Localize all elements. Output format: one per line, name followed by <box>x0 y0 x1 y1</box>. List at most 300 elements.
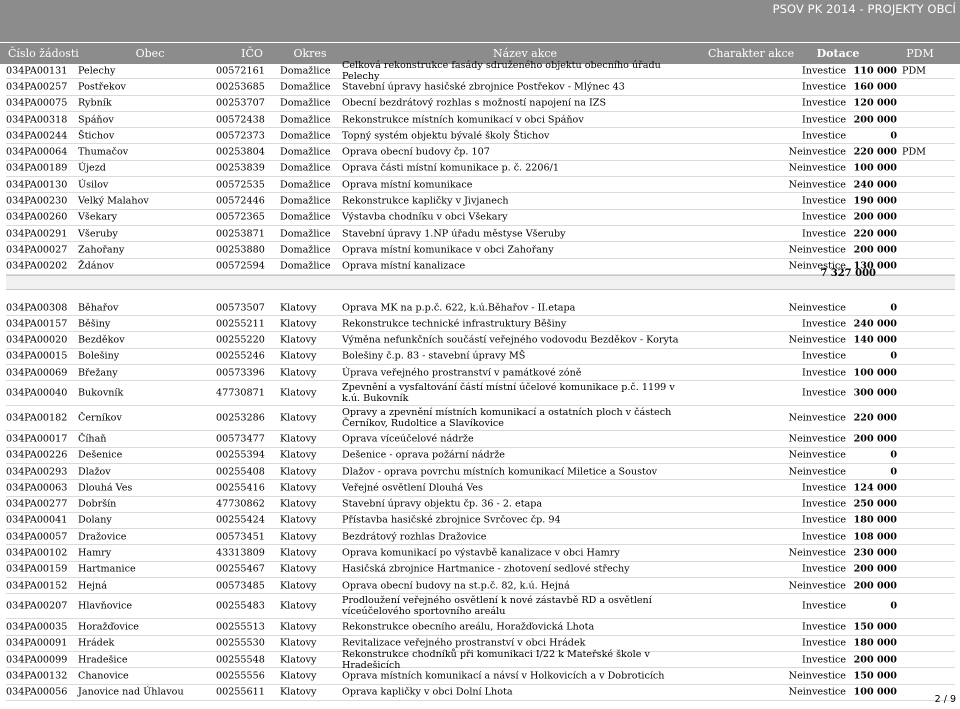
cell-charakter: Investice <box>802 114 846 126</box>
cell-dotace: 200 000 <box>853 563 897 575</box>
cell-okres: Domažlice <box>280 179 331 191</box>
cell-cislo: 034PA00226 <box>6 449 68 461</box>
table-row <box>6 177 955 193</box>
cell-cislo: 034PA00017 <box>6 433 68 445</box>
cell-ico: 00572373 <box>216 130 265 142</box>
table-row <box>6 381 955 406</box>
cell-obec: Postřekov <box>78 81 126 93</box>
cell-cislo: 034PA00182 <box>6 412 68 424</box>
table-row <box>6 59 955 82</box>
cell-charakter: Investice <box>802 514 846 526</box>
cell-obec: Dlažov <box>78 466 111 478</box>
cell-ico: 00572365 <box>216 211 265 223</box>
cell-cislo: 034PA00318 <box>6 114 68 126</box>
cell-obec: Dolany <box>78 514 112 526</box>
cell-cislo: 034PA00091 <box>6 637 68 649</box>
page-number: 2 / 9 <box>934 694 956 705</box>
cell-ico: 00255467 <box>216 563 265 575</box>
cell-ico: 00255556 <box>216 670 265 682</box>
document-title: PSOV PK 2014 - PROJEKTY OBCÍ <box>772 2 956 16</box>
cell-obec: Dobršín <box>78 498 117 510</box>
cell-akce: Dlažov - oprava povrchu místních komunikací Miletice a Soustov <box>342 466 658 478</box>
cell-akce: Rekonstrukce kapličky v Jivjanech <box>342 195 509 207</box>
table-row <box>6 193 955 209</box>
cell-dotace: 0 <box>890 350 897 362</box>
cell-akce: Opravy a zpevnění místních komunikací a ostatních ploch v částech Černíkov, Rudoltice a Slavíkovice <box>342 407 672 430</box>
cell-okres: Klatovy <box>280 531 317 543</box>
cell-obec: Číhaň <box>78 433 107 445</box>
cell-cislo: 034PA00291 <box>6 228 68 240</box>
cell-ico: 00253804 <box>216 146 265 158</box>
cell-akce: Dešenice - oprava požární nádrže <box>342 449 505 461</box>
table-body <box>6 59 955 701</box>
cell-okres: Klatovy <box>280 547 317 559</box>
cell-okres: Domažlice <box>280 228 331 240</box>
cell-akce: Oprava komunikací po výstavbě kanalizace v obci Hamry <box>342 547 620 559</box>
col-header-charakter: Charakter akce <box>708 47 795 60</box>
cell-dotace: 100 000 <box>853 686 897 698</box>
cell-cislo: 034PA00056 <box>6 686 68 698</box>
table-row <box>6 112 955 128</box>
cell-dotace: 200 000 <box>853 211 897 223</box>
cell-akce: Oprava místních komunikací a návsí v Holkovicích a v Dobroticích <box>342 670 665 682</box>
cell-obec: Pelechy <box>78 65 116 77</box>
cell-okres: Klatovy <box>280 318 317 330</box>
cell-cislo: 034PA00260 <box>6 211 68 223</box>
cell-dotace: 160 000 <box>853 81 897 93</box>
cell-dotace: 300 000 <box>853 387 897 399</box>
cell-okres: Klatovy <box>280 334 317 346</box>
cell-dotace: 220 000 <box>853 228 897 240</box>
cell-obec: Ždánov <box>78 260 114 272</box>
cell-charakter: Investice <box>802 97 846 109</box>
cell-charakter: Investice <box>802 195 846 207</box>
cell-ico: 00573451 <box>216 531 265 543</box>
cell-akce: Přístavba hasičské zbrojnice Svrčovec čp. 94 <box>342 514 561 526</box>
cell-akce: Rekonstrukce technické infrastruktury Běšiny <box>342 318 567 330</box>
cell-cislo: 034PA00040 <box>6 387 68 399</box>
cell-obec: Chanovice <box>78 670 129 682</box>
cell-cislo: 034PA00131 <box>6 65 68 77</box>
cell-cislo: 034PA00189 <box>6 162 68 174</box>
cell-okres: Klatovy <box>280 580 317 592</box>
cell-akce: Rekonstrukce chodníků při komunikaci I/22 k Mateřské škole v Hradešicích <box>342 648 650 671</box>
cell-akce: Oprava víceúčelové nádrže <box>342 433 474 445</box>
cell-obec: Rybník <box>78 97 112 109</box>
cell-okres: Klatovy <box>280 466 317 478</box>
cell-ico: 00253685 <box>216 81 265 93</box>
cell-ico: 00572438 <box>216 114 265 126</box>
cell-akce: Oprava obecní budovy čp. 107 <box>342 146 490 158</box>
cell-okres: Klatovy <box>280 482 317 494</box>
cell-ico: 00255394 <box>216 449 265 461</box>
cell-okres: Klatovy <box>280 637 317 649</box>
cell-dotace: 220 000 <box>853 146 897 158</box>
table-row <box>6 316 955 332</box>
cell-dotace: 0 <box>890 466 897 478</box>
table-row <box>6 497 955 513</box>
cell-cislo: 034PA00057 <box>6 531 68 543</box>
table-row <box>6 365 955 381</box>
cell-akce: Revitalizace veřejného prostranství v obci Hrádek <box>342 637 586 649</box>
cell-akce: Veřejné osvětlení Dlouhá Ves <box>342 482 483 494</box>
cell-obec: Hejná <box>78 580 107 592</box>
cell-okres: Domažlice <box>280 244 331 256</box>
cell-cislo: 034PA00277 <box>6 498 68 510</box>
cell-ico: 47730862 <box>216 498 265 510</box>
cell-ico: 00573477 <box>216 433 265 445</box>
cell-cislo: 034PA00015 <box>6 350 68 362</box>
cell-akce: Úprava veřejného prostranství v památkové zóně <box>342 367 582 379</box>
cell-dotace: 100 000 <box>853 162 897 174</box>
cell-okres: Domažlice <box>280 97 331 109</box>
cell-charakter: Neinvestice <box>788 547 846 559</box>
cell-charakter: Investice <box>802 531 846 543</box>
cell-akce: Oprava místní komunikace v obci Zahořany <box>342 244 554 256</box>
cell-okres: Klatovy <box>280 621 317 633</box>
cell-okres: Klatovy <box>280 412 317 424</box>
cell-obec: Běšiny <box>78 318 111 330</box>
cell-okres: Domažlice <box>280 81 331 93</box>
cell-akce: Rekonstrukce místních komunikací v obci Spáňov <box>342 114 584 126</box>
cell-pdm: PDM <box>902 146 926 158</box>
cell-obec: Bolešiny <box>78 350 120 362</box>
cell-ico: 00255483 <box>216 600 265 612</box>
cell-charakter: Neinvestice <box>788 580 846 592</box>
table-row <box>6 242 955 258</box>
cell-akce: Topný systém objektu bývalé školy Štichov <box>342 130 550 142</box>
table-row <box>6 144 955 160</box>
col-header-pdm: PDM <box>906 47 934 60</box>
cell-charakter: Neinvestice <box>788 686 846 698</box>
cell-ico: 00253286 <box>216 412 265 424</box>
cell-obec: Thumačov <box>78 146 129 158</box>
cell-dotace: 200 000 <box>853 114 897 126</box>
table-row <box>6 300 955 316</box>
cell-dotace: 0 <box>890 449 897 461</box>
cell-charakter: Investice <box>802 654 846 666</box>
cell-obec: Hradešice <box>78 654 128 666</box>
cell-cislo: 034PA00202 <box>6 260 68 272</box>
cell-obec: Janovice nad Úhlavou <box>78 686 184 698</box>
cell-okres: Domažlice <box>280 211 331 223</box>
cell-okres: Klatovy <box>280 498 317 510</box>
cell-okres: Klatovy <box>280 367 317 379</box>
table-row <box>6 79 955 95</box>
col-header-okres: Okres <box>293 47 327 60</box>
cell-okres: Domažlice <box>280 146 331 158</box>
cell-dotace: 250 000 <box>853 498 897 510</box>
cell-ico: 47730871 <box>216 387 265 399</box>
cell-charakter: Neinvestice <box>788 179 846 191</box>
cell-charakter: Neinvestice <box>788 162 846 174</box>
cell-ico: 00253707 <box>216 97 265 109</box>
cell-cislo: 034PA00230 <box>6 195 68 207</box>
cell-dotace: 140 000 <box>853 334 897 346</box>
table-row <box>6 594 955 619</box>
cell-charakter: Investice <box>802 600 846 612</box>
table-row <box>6 648 955 671</box>
cell-okres: Klatovy <box>280 514 317 526</box>
cell-okres: Klatovy <box>280 350 317 362</box>
cell-akce: Výstavba chodníku v obci Všekary <box>342 211 508 223</box>
table-row <box>6 96 955 112</box>
table-row <box>6 128 955 144</box>
cell-ico: 00255416 <box>216 482 265 494</box>
col-header-ico: IČO <box>241 47 263 60</box>
cell-obec: Hartmanice <box>78 563 136 575</box>
cell-charakter: Neinvestice <box>788 449 846 461</box>
cell-ico: 00255513 <box>216 621 265 633</box>
cell-obec: Bukovník <box>78 387 124 399</box>
cell-dotace: 110 000 <box>853 65 897 77</box>
cell-obec: Úsilov <box>78 179 109 191</box>
cell-cislo: 034PA00159 <box>6 563 68 575</box>
cell-dotace: 108 000 <box>853 531 897 543</box>
cell-pdm: PDM <box>902 65 926 77</box>
cell-obec: Hamry <box>78 547 112 559</box>
cell-okres: Klatovy <box>280 670 317 682</box>
cell-dotace: 230 000 <box>853 547 897 559</box>
cell-charakter: Investice <box>802 211 846 223</box>
cell-obec: Štichov <box>78 130 115 142</box>
cell-ico: 00253871 <box>216 228 265 240</box>
cell-okres: Klatovy <box>280 433 317 445</box>
cell-dotace: 240 000 <box>853 318 897 330</box>
cell-akce: Oprava MK na p.p.č. 622, k.ú.Běhařov - II.etapa <box>342 302 576 313</box>
cell-dotace: 180 000 <box>853 514 897 526</box>
table-separator <box>6 275 955 290</box>
cell-okres: Klatovy <box>280 387 317 399</box>
cell-charakter: Neinvestice <box>788 302 846 313</box>
cell-akce: Stavební úpravy 1.NP úřadu městyse Všeruby <box>342 228 566 240</box>
cell-cislo: 034PA00102 <box>6 547 68 559</box>
cell-charakter: Investice <box>802 318 846 330</box>
table-row <box>6 513 955 529</box>
table-row <box>6 685 955 701</box>
cell-obec: Břežany <box>78 367 118 379</box>
cell-dotace: 200 000 <box>853 654 897 666</box>
cell-obec: Černíkov <box>78 412 122 424</box>
cell-charakter: Neinvestice <box>788 466 846 478</box>
cell-akce: Bezdrátový rozhlas Dražovice <box>342 531 487 543</box>
cell-charakter: Neinvestice <box>788 433 846 445</box>
cell-akce: Stavební úpravy objektu čp. 36 - 2. etapa <box>342 498 543 510</box>
cell-okres: Domažlice <box>280 65 331 77</box>
cell-obec: Dlouhá Ves <box>78 482 133 494</box>
table-row <box>6 431 955 447</box>
cell-cislo: 034PA00020 <box>6 334 68 346</box>
title-bar <box>0 0 960 42</box>
total-sum: 7 327 000 <box>820 268 876 279</box>
cell-charakter: Investice <box>802 482 846 494</box>
cell-cislo: 034PA00041 <box>6 514 68 526</box>
cell-dotace: 200 000 <box>853 244 897 256</box>
cell-akce: Celková rekonstrukce fasády sdruženého objektu obecního úřadu Pelechy <box>342 59 661 82</box>
table-row <box>6 406 955 431</box>
cell-charakter: Neinvestice <box>788 412 846 424</box>
cell-akce: Oprava obecní budovy na st.p.č. 82, k.ú. Hejná <box>342 580 570 592</box>
cell-ico: 00573507 <box>216 302 265 313</box>
cell-charakter: Neinvestice <box>788 334 846 346</box>
cell-okres: Domažlice <box>280 195 331 207</box>
cell-akce: Stavební úpravy hasičské zbrojnice Postřekov - Mlýnec 43 <box>342 81 625 93</box>
cell-akce: Oprava části místní komunikace p. č. 2206/1 <box>342 162 559 174</box>
cell-okres: Domažlice <box>280 162 331 174</box>
cell-okres: Klatovy <box>280 686 317 698</box>
cell-charakter: Neinvestice <box>788 146 846 158</box>
cell-okres: Domažlice <box>280 130 331 142</box>
cell-obec: Horažďovice <box>78 621 139 633</box>
cell-dotace: 180 000 <box>853 637 897 649</box>
cell-ico: 00253880 <box>216 244 265 256</box>
cell-dotace: 150 000 <box>853 621 897 633</box>
cell-cislo: 034PA00035 <box>6 621 68 633</box>
cell-obec: Dražovice <box>78 531 127 543</box>
cell-ico: 00255548 <box>216 654 265 666</box>
table-row <box>6 332 955 348</box>
cell-obec: Velký Malahov <box>78 195 149 207</box>
cell-cislo: 034PA00207 <box>6 600 68 612</box>
table-row <box>6 210 955 226</box>
cell-akce: Prodloužení veřejného osvětlení k nové zástavbě RD a osvětlení víceúčelového sportovního areálu <box>342 595 652 618</box>
cell-dotace: 130 000 <box>853 260 897 272</box>
cell-dotace: 124 000 <box>853 482 897 494</box>
cell-ico: 00255530 <box>216 637 265 649</box>
table-row <box>6 161 955 177</box>
cell-obec: Hlavňovice <box>78 600 133 612</box>
cell-okres: Klatovy <box>280 449 317 461</box>
cell-ico: 00255424 <box>216 514 265 526</box>
cell-cislo: 034PA00064 <box>6 146 68 158</box>
cell-cislo: 034PA00244 <box>6 130 68 142</box>
cell-dotace: 200 000 <box>853 433 897 445</box>
cell-akce: Bolešiny č.p. 83 - stavební úpravy MŠ <box>342 350 526 362</box>
cell-charakter: Investice <box>802 65 846 77</box>
cell-akce: Oprava místní komunikace <box>342 179 473 191</box>
cell-charakter: Investice <box>802 637 846 649</box>
cell-charakter: Investice <box>802 228 846 240</box>
total-row <box>6 290 955 300</box>
cell-charakter: Investice <box>802 563 846 575</box>
cell-ico: 00573485 <box>216 580 265 592</box>
table-row <box>6 464 955 480</box>
cell-charakter: Investice <box>802 621 846 633</box>
cell-charakter: Investice <box>802 367 846 379</box>
table-row <box>6 619 955 635</box>
cell-ico: 00573396 <box>216 367 265 379</box>
table-row <box>6 349 955 365</box>
cell-charakter: Investice <box>802 387 846 399</box>
cell-dotace: 100 000 <box>853 367 897 379</box>
cell-ico: 00253839 <box>216 162 265 174</box>
cell-cislo: 034PA00257 <box>6 81 68 93</box>
cell-dotace: 190 000 <box>853 195 897 207</box>
cell-charakter: Neinvestice <box>788 670 846 682</box>
cell-charakter: Neinvestice <box>788 260 846 272</box>
table-row <box>6 226 955 242</box>
cell-okres: Domažlice <box>280 260 331 272</box>
cell-akce: Hasičská zbrojnice Hartmanice - zhotovení sedlové střechy <box>342 563 630 575</box>
cell-okres: Klatovy <box>280 654 317 666</box>
cell-ico: 00572535 <box>216 179 265 191</box>
table-row <box>6 578 955 594</box>
cell-ico: 00572446 <box>216 195 265 207</box>
table-row <box>6 480 955 496</box>
cell-ico: 00572161 <box>216 65 265 77</box>
cell-cislo: 034PA00132 <box>6 670 68 682</box>
cell-ico: 43313809 <box>216 547 265 559</box>
cell-akce: Oprava místní kanalizace <box>342 260 466 272</box>
cell-ico: 00572594 <box>216 260 265 272</box>
cell-obec: Běhařov <box>78 302 119 313</box>
cell-ico: 00255220 <box>216 334 265 346</box>
cell-okres: Klatovy <box>280 600 317 612</box>
cell-charakter: Investice <box>802 130 846 142</box>
cell-obec: Všeruby <box>78 228 118 240</box>
cell-obec: Dešenice <box>78 449 123 461</box>
cell-obec: Spáňov <box>78 114 114 126</box>
table-row <box>6 529 955 545</box>
col-header-nazev: Název akce <box>492 47 558 60</box>
col-header-obec: Obec <box>135 47 165 60</box>
cell-obec: Bezděkov <box>78 334 125 346</box>
table-row <box>6 562 955 578</box>
cell-akce: Obecní bezdrátový rozhlas s možností napojení na IZS <box>342 97 607 109</box>
cell-cislo: 034PA00075 <box>6 97 68 109</box>
cell-cislo: 034PA00099 <box>6 654 68 666</box>
cell-charakter: Investice <box>802 81 846 93</box>
cell-dotace: 0 <box>890 600 897 612</box>
col-header-dotace: Dotace <box>816 47 860 60</box>
cell-ico: 00255211 <box>216 318 265 330</box>
cell-obec: Hrádek <box>78 637 115 649</box>
table-row <box>6 448 955 464</box>
cell-cislo: 034PA00293 <box>6 466 68 478</box>
cell-okres: Domažlice <box>280 114 331 126</box>
cell-obec: Zahořany <box>78 244 125 256</box>
cell-cislo: 034PA00027 <box>6 244 68 256</box>
cell-okres: Klatovy <box>280 302 317 313</box>
cell-ico: 00255246 <box>216 350 265 362</box>
cell-cislo: 034PA00157 <box>6 318 68 330</box>
col-header-cislo: Číslo žádosti <box>8 47 79 60</box>
cell-akce: Zpevnění a vysfaltování částí místní účelové komunikace p.č. 1199 v k.ú. Bukovník <box>342 382 675 405</box>
cell-okres: Klatovy <box>280 563 317 575</box>
cell-cislo: 034PA00069 <box>6 367 68 379</box>
cell-cislo: 034PA00130 <box>6 179 68 191</box>
cell-dotace: 0 <box>890 130 897 142</box>
cell-cislo: 034PA00152 <box>6 580 68 592</box>
cell-obec: Újezd <box>78 162 106 174</box>
cell-charakter: Investice <box>802 350 846 362</box>
cell-akce: Oprava kapličky v obci Dolní Lhota <box>342 686 513 698</box>
cell-cislo: 034PA00063 <box>6 482 68 494</box>
table-row <box>6 259 955 275</box>
cell-akce: Rekonstrukce obecního areálu, Horažďovická Lhota <box>342 621 595 633</box>
cell-dotace: 120 000 <box>853 97 897 109</box>
cell-akce: Výměna nefunkčních součástí veřejného vodovodu Bezděkov - Koryta <box>342 334 679 346</box>
table-row <box>6 545 955 561</box>
table-row <box>6 668 955 684</box>
cell-dotace: 150 000 <box>853 670 897 682</box>
cell-obec: Všekary <box>78 211 118 223</box>
cell-dotace: 240 000 <box>853 179 897 191</box>
cell-dotace: 220 000 <box>853 412 897 424</box>
cell-cislo: 034PA00308 <box>6 302 68 313</box>
cell-charakter: Neinvestice <box>788 244 846 256</box>
cell-charakter: Investice <box>802 498 846 510</box>
